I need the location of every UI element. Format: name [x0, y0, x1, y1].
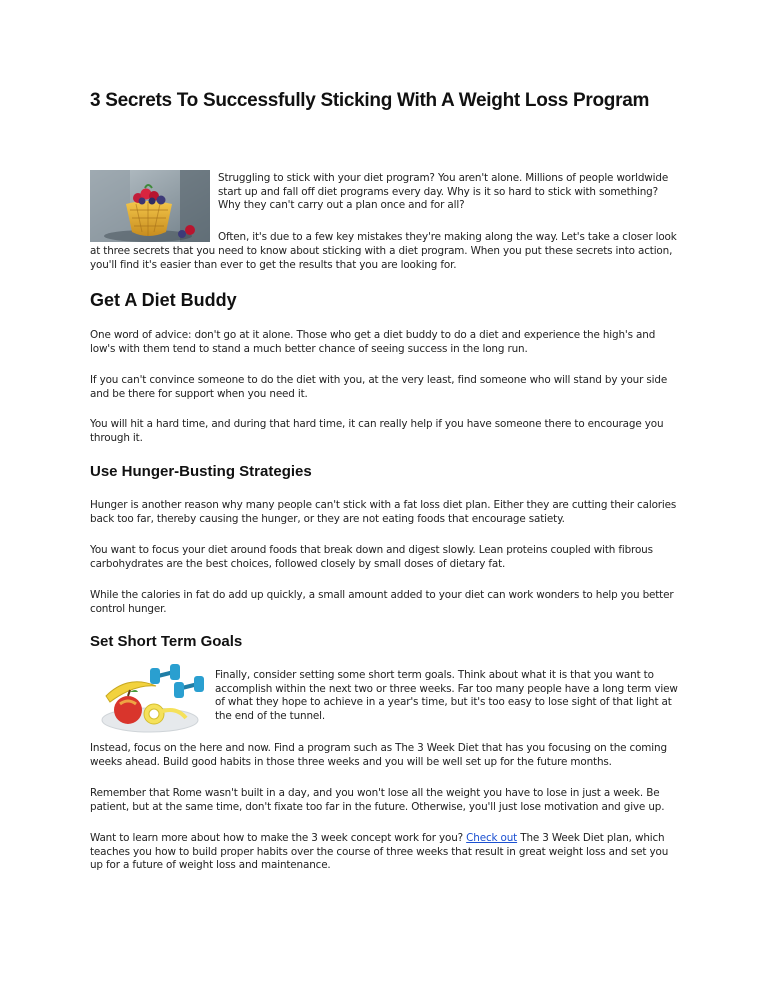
hunger-paragraph-1: Hunger is another reason why many people can't stick with a fat loss diet plan. Either they are cutting their calories back too far, thereby causing the hunger, or they are not eating foods that encourage satiety.: [90, 499, 677, 525]
section-heading-diet-buddy: Get A Diet Buddy: [90, 290, 237, 310]
hunger-paragraph-2: You want to focus your diet around foods that break down and digest slowly. Lean proteins coupled with fibrous carbohydrates are the best choices, followed closely by small doses of dietary fat.: [90, 544, 653, 570]
cta-text-after: The 3 Week Diet plan, which teaches you how to build proper habits over the course of three weeks that result in great weight loss and set you up for a future of weight loss and maintenance.: [90, 832, 669, 872]
goals-paragraph-3: Remember that Rome wasn't built in a day, and you won't lose all the weight you have to lose in just a week. Be patient, but at the same time, don't fixate too far in the future. Otherwise, you'll just lose motivation and give up.: [90, 787, 665, 813]
intro-paragraph-1: Struggling to stick with your diet program? You aren't alone. Millions of people worldwide start up and fall off diet programs every day. Why is it so hard to stick with something? Why they can't carry out a plan once and for all?: [218, 172, 669, 212]
section-heading-hunger: Use Hunger-Busting Strategies: [90, 463, 312, 480]
cta-text-before: Want to learn more about how to make the 3 week concept work for you?: [90, 832, 467, 844]
intro-paragraph-2-continued: at three secrets that you need to know about sticking with a diet program. When you put these secrets into action, you'll find it's easier than ever to get the results that you are looking for.: [90, 245, 673, 271]
goals-paragraph-2: Instead, focus on the here and now. Find a program such as The 3 Week Diet that has you focusing on the coming weeks ahead. Build good habits in those three weeks and you will be well set up for the future months.: [90, 742, 667, 768]
goals-paragraph-4: [90, 832, 680, 873]
section-heading-goals: Set Short Term Goals: [90, 633, 243, 650]
fruit-bowl-image: [90, 170, 210, 242]
check-out-link[interactable]: Check out: [466, 832, 518, 844]
diet-buddy-paragraph-1: One word of advice: don't go at it alone. Those who get a diet buddy to do a diet and experience the high's and low's with them tend to stand a much better chance of seeing success in the long run.: [90, 329, 656, 355]
diet-buddy-paragraph-3: You will hit a hard time, and during that hard time, it can really help if you have someone there to encourage you through it.: [90, 418, 664, 444]
intro-paragraph-2-start: Often, it's due to a few key mistakes they're making along the way. Let's take a closer look: [218, 231, 677, 243]
fitness-food-image: [98, 662, 206, 734]
page-title: 3 Secrets To Successfully Sticking With A Weight Loss Program: [90, 90, 650, 111]
diet-buddy-paragraph-2: If you can't convince someone to do the diet with you, at the very least, find someone who will stand by your side and be there for support when you need it.: [90, 374, 668, 400]
goals-paragraph-1: Finally, consider setting some short term goals. Think about what it is that you want to accomplish within the next two or three weeks. Far too many people have a long term view of what they hope to achieve in a year's time, but it's too easy to lose sight of that light at the end of the tunnel.: [215, 669, 678, 722]
hunger-paragraph-3: While the calories in fat do add up quickly, a small amount added to your diet can work wonders to help you better control hunger.: [90, 589, 674, 615]
